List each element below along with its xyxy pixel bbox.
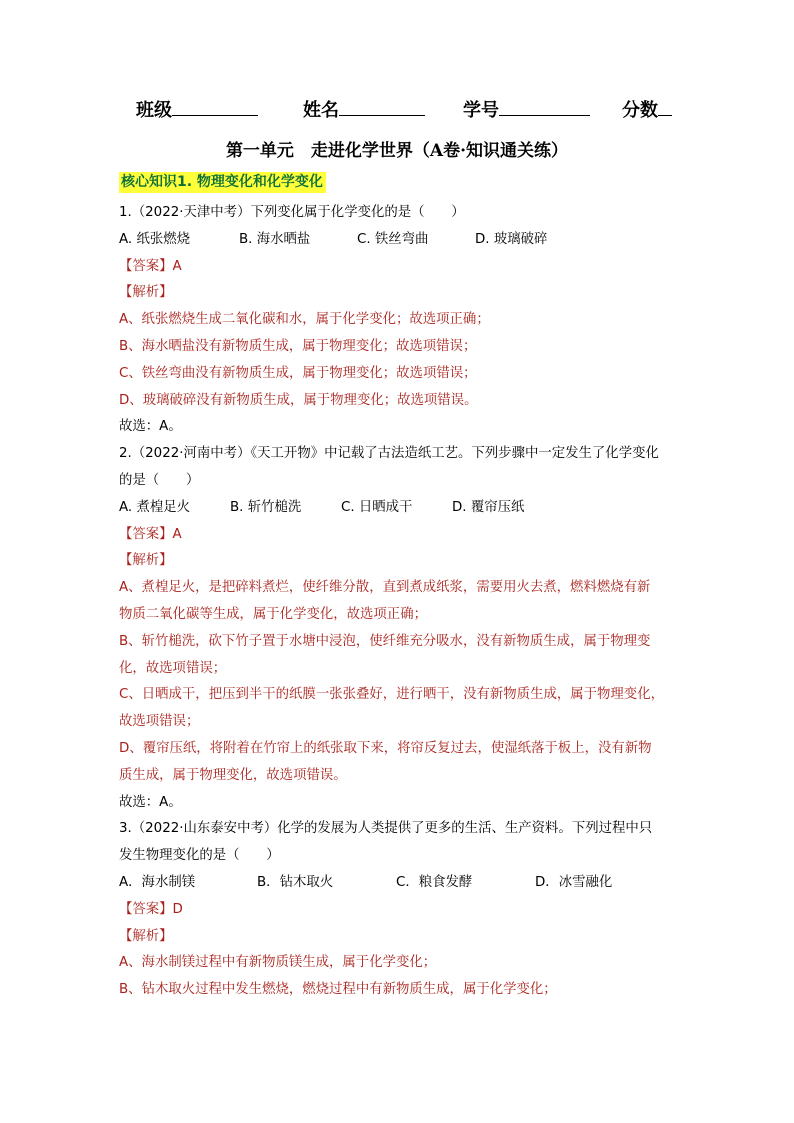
question-3-option-a: A．海水制镁	[119, 874, 196, 890]
student-id-blank[interactable]	[499, 99, 590, 116]
question-2-analysis-line: 质生成，属于物理变化，故选项错误。	[119, 767, 347, 783]
question-3-option-b: B．钻木取火	[257, 874, 334, 890]
question-3-answer: 【答案】D	[119, 901, 183, 917]
question-3-option-d: D．冰雪融化	[535, 874, 613, 890]
question-1-option-b: B. 海水晒盐	[239, 231, 311, 247]
question-1-option-a: A. 纸张燃烧	[119, 231, 190, 247]
class-field	[136, 96, 258, 122]
question-list	[119, 200, 679, 1004]
class-label: 班级	[136, 100, 172, 121]
name-blank[interactable]	[339, 99, 425, 116]
question-2-options	[119, 495, 679, 522]
section-heading: 核心知识1. 物理变化和化学变化	[119, 172, 326, 193]
question-2-analysis-line: C、日晒成干，把压到半干的纸膜一张张叠好，进行晒干，没有新物质生成，属于物理变化，	[119, 687, 664, 703]
question-2-analysis-line: A、煮楻足火，是把碎料煮烂，使纤维分散，直到煮成纸浆，需要用火去煮，燃料燃烧有新	[119, 580, 651, 596]
question-3-analysis-label: 【解析】	[119, 928, 173, 944]
question-2-stem: 2.（2022·河南中考）《天工开物》中记载了古法造纸工艺。下列步骤中一定发生了化学变化	[119, 446, 659, 462]
question-3-options	[119, 870, 679, 897]
question-2-stem: 的是（ ）	[119, 472, 200, 488]
question-2-analysis-line: B、斩竹槌洗，砍下竹子置于水塘中浸泡，使纤维充分吸水，没有新物质生成，属于物理变	[119, 633, 651, 649]
question-2-option-b: B. 斩竹槌洗	[230, 499, 302, 515]
question-2-analysis-label: 【解析】	[119, 553, 173, 569]
question-3-analysis-line: A、海水制镁过程中有新物质镁生成，属于化学变化；	[119, 955, 437, 971]
question-2-analysis-line: D、覆帘压纸，将附着在竹帘上的纸张取下来，将帘反复过去，使湿纸落于板上，没有新物	[119, 740, 652, 756]
name-field	[303, 96, 425, 122]
score-label: 分数	[622, 100, 658, 121]
question-2-option-c: C. 日晒成干	[341, 499, 413, 515]
question-1-conclusion: 故选：A。	[119, 419, 182, 435]
question-1-stem: 1.（2022·天津中考）下列变化属于化学变化的是（ ）	[119, 205, 465, 220]
question-1-answer: 【答案】A	[119, 258, 182, 274]
question-2-answer: 【答案】A	[119, 526, 182, 542]
question-1-analysis-label: 【解析】	[119, 285, 173, 301]
student-info-header	[0, 96, 794, 124]
question-1-analysis-line: D、玻璃破碎没有新物质生成，属于物理变化；故选项错误。	[119, 392, 478, 408]
question-2-analysis-line: 化，故选项错误；	[119, 660, 227, 676]
question-1-analysis-line: B、海水晒盐没有新物质生成，属于物理变化；故选项错误；	[119, 338, 477, 354]
question-3-stem: 发生物理变化的是（ ）	[119, 848, 280, 864]
name-label: 姓名	[303, 100, 339, 121]
question-1-option-d: D. 玻璃破碎	[475, 231, 548, 247]
question-3-stem: 3.（2022·山东泰安中考）化学的发展为人类提供了更多的生活、生产资料。下列过程中只	[119, 821, 653, 837]
class-blank[interactable]	[172, 99, 258, 116]
score-blank[interactable]	[658, 99, 672, 116]
question-3-option-c: C．粮食发酵	[396, 874, 473, 890]
question-2-analysis-line: 故选项错误；	[119, 714, 200, 730]
question-2-option-a: A. 煮楻足火	[119, 499, 190, 515]
student-id-label: 学号	[463, 100, 499, 121]
question-2-analysis-line: 物质二氧化碳等生成，属于化学变化，故选项正确；	[119, 606, 427, 622]
document-title: 第一单元 走进化学世界（A卷·知识通关练）	[225, 141, 569, 161]
student-id-field	[463, 96, 590, 122]
question-1-option-c: C. 铁丝弯曲	[357, 231, 429, 247]
score-field	[622, 96, 672, 122]
question-2-conclusion: 故选：A。	[119, 794, 182, 810]
question-1-analysis-line: A、纸张燃烧生成二氧化碳和水，属于化学变化；故选项正确；	[119, 312, 490, 328]
question-1-options	[119, 227, 679, 254]
question-2-option-d: D. 覆帘压纸	[452, 499, 525, 515]
question-1-analysis-line: C、铁丝弯曲没有新物质生成，属于物理变化；故选项错误；	[119, 365, 477, 381]
question-3-analysis-line: B、钻木取火过程中发生燃烧，燃烧过程中有新物质生成，属于化学变化；	[119, 982, 557, 998]
